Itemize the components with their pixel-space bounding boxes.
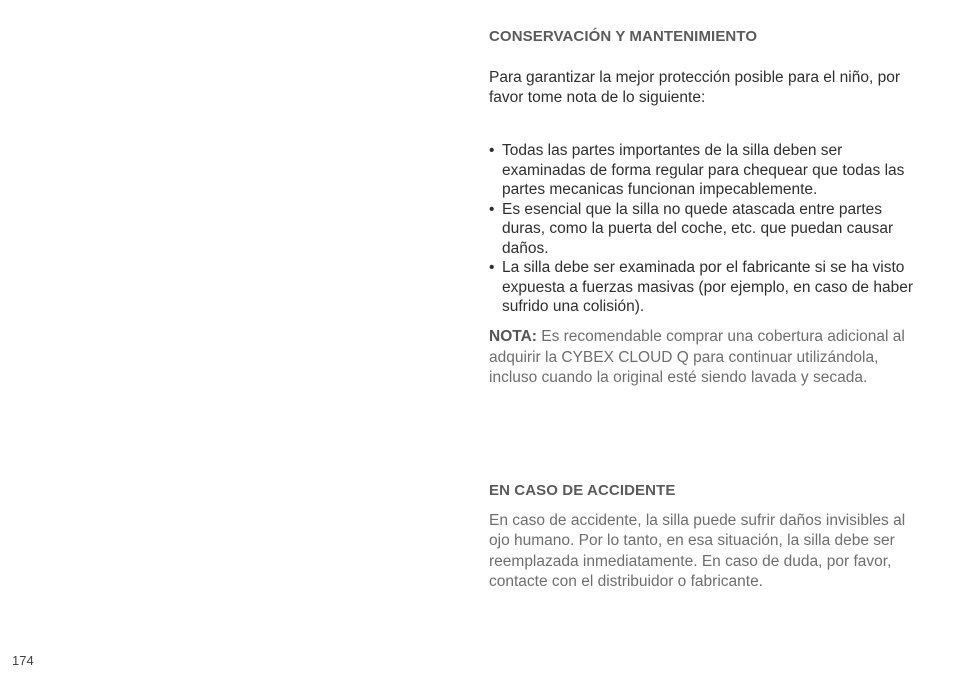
list-item <box>489 200 929 259</box>
section-heading-maintenance: CONSERVACIÓN Y MANTENIMIENTO <box>489 28 758 45</box>
accident-paragraph: En caso de accidente, la silla puede sufrir daños invisibles al ojo humano. Por lo tanto, en esa situación, la silla debe ser reemplazada inmediatamente. En caso de duda, por favor, contacte con el distribuidor o fabricante. <box>489 512 906 590</box>
list-item-text: La silla debe ser examinada por el fabricante si se ha visto expuesta a fuerzas masivas (por ejemplo, en caso de haber sufrido una colisión). <box>502 259 913 315</box>
bullet-icon: • <box>489 142 495 159</box>
note-text: Es recomendable comprar una cobertura adicional al adquirir la CYBEX CLOUD Q para continuar utilizándola, incluso cuando la original esté siendo lavada y secada. <box>489 328 905 386</box>
maintenance-intro: Para garantizar la mejor protección posible para el niño, por favor tome nota de lo siguiente: <box>489 69 900 106</box>
maintenance-bullet-list <box>489 141 929 317</box>
list-item <box>489 141 929 200</box>
list-item <box>489 258 929 317</box>
bullet-icon: • <box>489 259 495 276</box>
note-paragraph <box>489 327 925 389</box>
page-number: 174 <box>12 653 34 668</box>
bullet-icon: • <box>489 200 495 218</box>
section-heading-accident: EN CASO DE ACCIDENTE <box>489 482 676 499</box>
list-item-text: Es esencial que la silla no quede atascada entre partes duras, como la puerta del coche, etc. que puedan causar daños. <box>502 200 894 257</box>
note-label: NOTA: <box>489 328 537 345</box>
list-item-text: Todas las partes importantes de la silla deben ser examinadas de forma regular para chequear que todas las partes mecanicas funcionan impecablemente. <box>502 142 905 198</box>
